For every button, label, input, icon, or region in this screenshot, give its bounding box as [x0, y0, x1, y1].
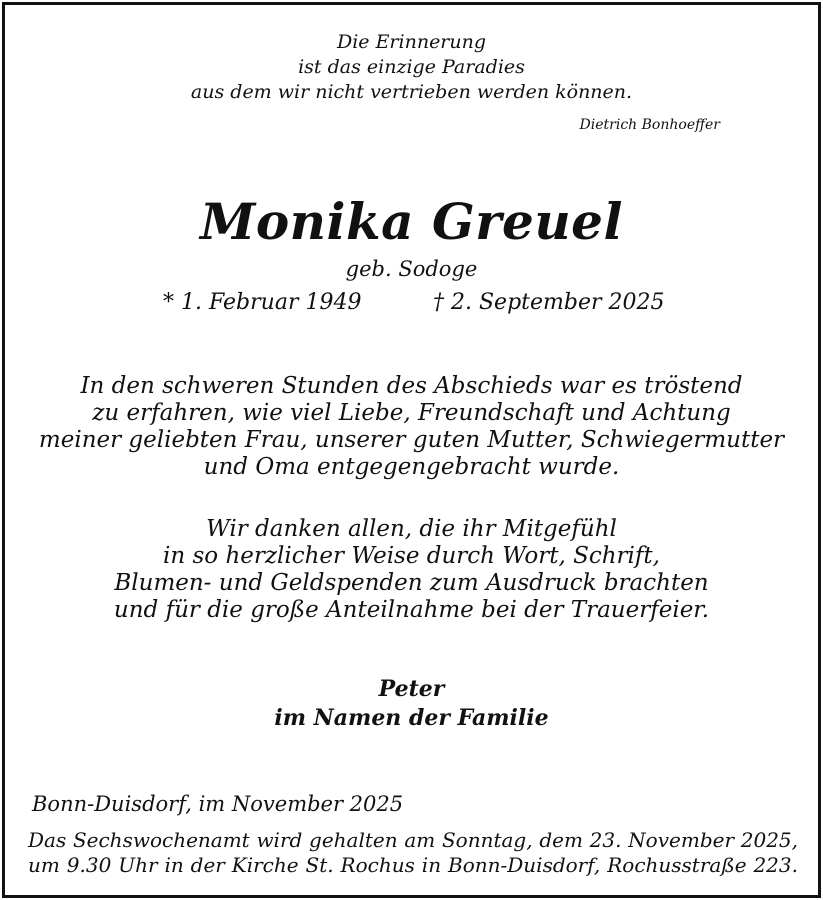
- paragraph-line: Blumen- und Geldspenden zum Ausdruck brachten: [114, 570, 709, 596]
- obituary-card: [2, 2, 821, 898]
- paragraph-line: in so herzlicher Weise durch Wort, Schrift,: [163, 543, 660, 569]
- paragraph-line: In den schweren Stunden des Abschieds war es tröstend: [80, 373, 743, 399]
- quote-line: ist das einzige Paradies: [298, 56, 525, 78]
- deceased-name: Monika Greuel: [199, 192, 623, 251]
- mass-notice: [28, 828, 798, 878]
- birth-date: * 1. Februar 1949: [163, 290, 362, 315]
- quote-block: [5, 30, 818, 105]
- death-date: † 2. September 2025: [433, 290, 665, 315]
- paragraph-line: und Oma entgegengebracht wurde.: [203, 454, 620, 480]
- thanks-paragraph-2: [5, 516, 818, 624]
- quote-line: Die Erinnerung: [336, 31, 487, 53]
- signature-name: Peter: [378, 676, 445, 702]
- signature-block: [5, 675, 818, 733]
- paragraph-line: meiner geliebten Frau, unserer guten Mutter, Schwiegermutter: [38, 427, 785, 453]
- maiden-name: geb. Sodoge: [345, 257, 478, 281]
- quote-line: aus dem wir nicht vertrieben werden können.: [190, 81, 633, 103]
- notice-line: um 9.30 Uhr in der Kirche St. Rochus in Bonn-Duisdorf, Rochusstraße 223.: [28, 853, 798, 877]
- paragraph-line: und für die große Anteilnahme bei der Trauerfeier.: [113, 597, 710, 623]
- thanks-paragraph-1: [5, 373, 818, 481]
- paragraph-line: zu erfahren, wie viel Liebe, Freundschaft und Achtung: [92, 400, 731, 426]
- paragraph-line: Wir danken allen, die ihr Mitgefühl: [206, 516, 617, 542]
- signature-family: im Namen der Familie: [274, 705, 549, 731]
- notice-line: Das Sechswochenamt wird gehalten am Sonntag, dem 23. November 2025,: [28, 828, 798, 852]
- quote-author: Dietrich Bonhoeffer: [579, 117, 720, 133]
- place-date: Bonn-Duisdorf, im November 2025: [32, 792, 404, 816]
